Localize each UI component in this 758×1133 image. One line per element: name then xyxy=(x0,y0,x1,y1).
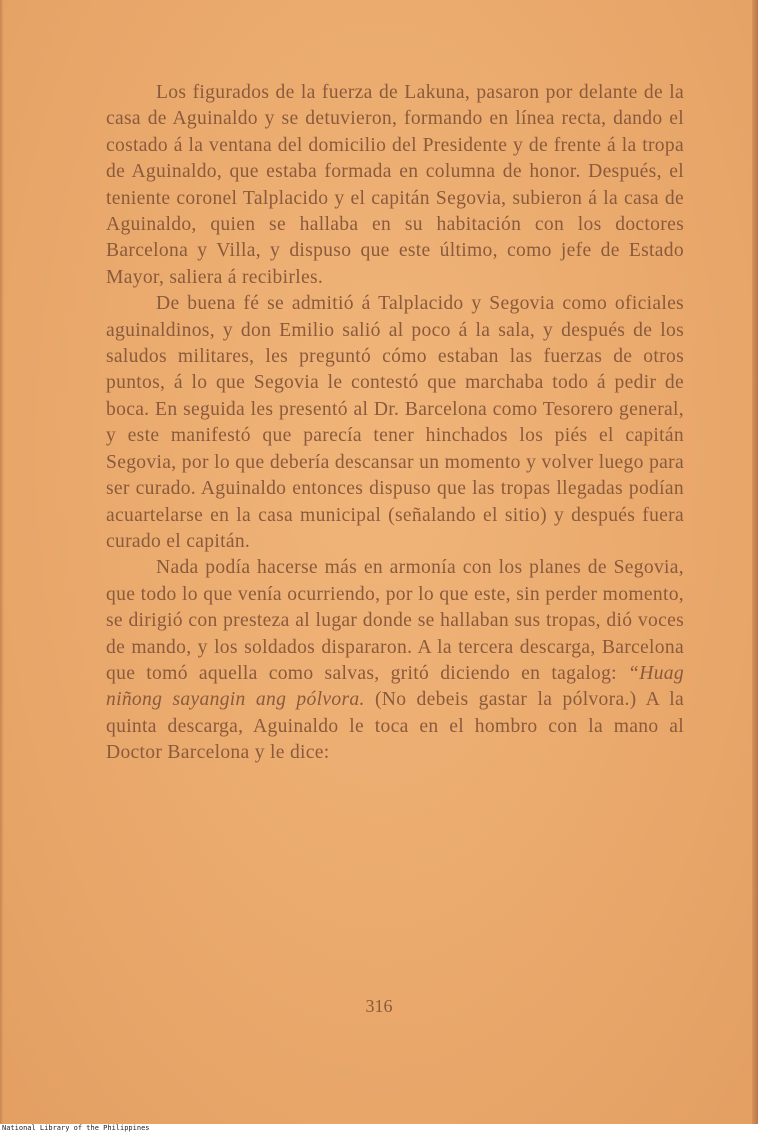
paragraph-3 xyxy=(106,555,684,766)
page-left-edge xyxy=(0,0,4,1124)
paragraph-3-text-before: Nada podía hacerse más en armonía con los planes de Segovia, que todo lo que venía ocurriendo, por lo que este, sin perder momento, se dirigió con presteza al lugar donde se hallaban sus tropas, dió voces de mando, y los soldados dispararon. A la tercera descarga, Barcelona que tomó aquella como salvas, gritó diciendo en tagalog: xyxy=(106,557,684,684)
paragraph-1: Los figurados de la fuerza de Lakuna, pasaron por delante de la casa de Aguinaldo y se detuvieron, formando en línea recta, dando el costado á la ventana del domicilio del Presidente y de frente á la tropa de Aguinaldo, que estaba formada en columna de honor. Después, el teniente coronel Talplacido y el capitán Segovia, subieron á la casa de Aguinaldo, quien se hallaba en su habitación con los doctores Barcelona y Villa, y dispuso que este último, como jefe de Estado Mayor, saliera á recibirles. xyxy=(106,82,684,288)
footer-bar xyxy=(0,1124,758,1133)
paragraph-2: De buena fé se admitió á Talplacido y Segovia como oficiales aguinaldinos, y don Emilio salió al poco á la sala, y después de los saludos militares, les preguntó cómo estaban las fuerzas de otros puntos, á lo que Segovia le contestó que marchaba todo á pedir de boca. En seguida les presentó al Dr. Barcelona como Tesorero general, y este manifestó que parecía tener hinchados los piés el capitán Segovia, por lo que debería descansar un momento y volver luego para ser curado. Aguinaldo entonces dispuso que las tropas llegadas podían acuartelarse en la casa municipal (señalando el sitio) y después fuera curado el capitán. xyxy=(106,293,684,552)
footer-credit: National Library of the Philippines xyxy=(2,1124,150,1132)
paragraph-3-tagalog-quote: “Huag niñong sayangin ang pólvora. xyxy=(106,662,684,711)
page-number: 316 xyxy=(365,996,393,1016)
body-text xyxy=(106,80,684,767)
paragraph-3-text-after: (No debeis gastar la pólvora.) A la quinta descarga, Aguinaldo le toca en el hombro con la mano al Doctor Barcelona y le dice: xyxy=(106,689,685,764)
page-right-edge xyxy=(752,0,758,1124)
